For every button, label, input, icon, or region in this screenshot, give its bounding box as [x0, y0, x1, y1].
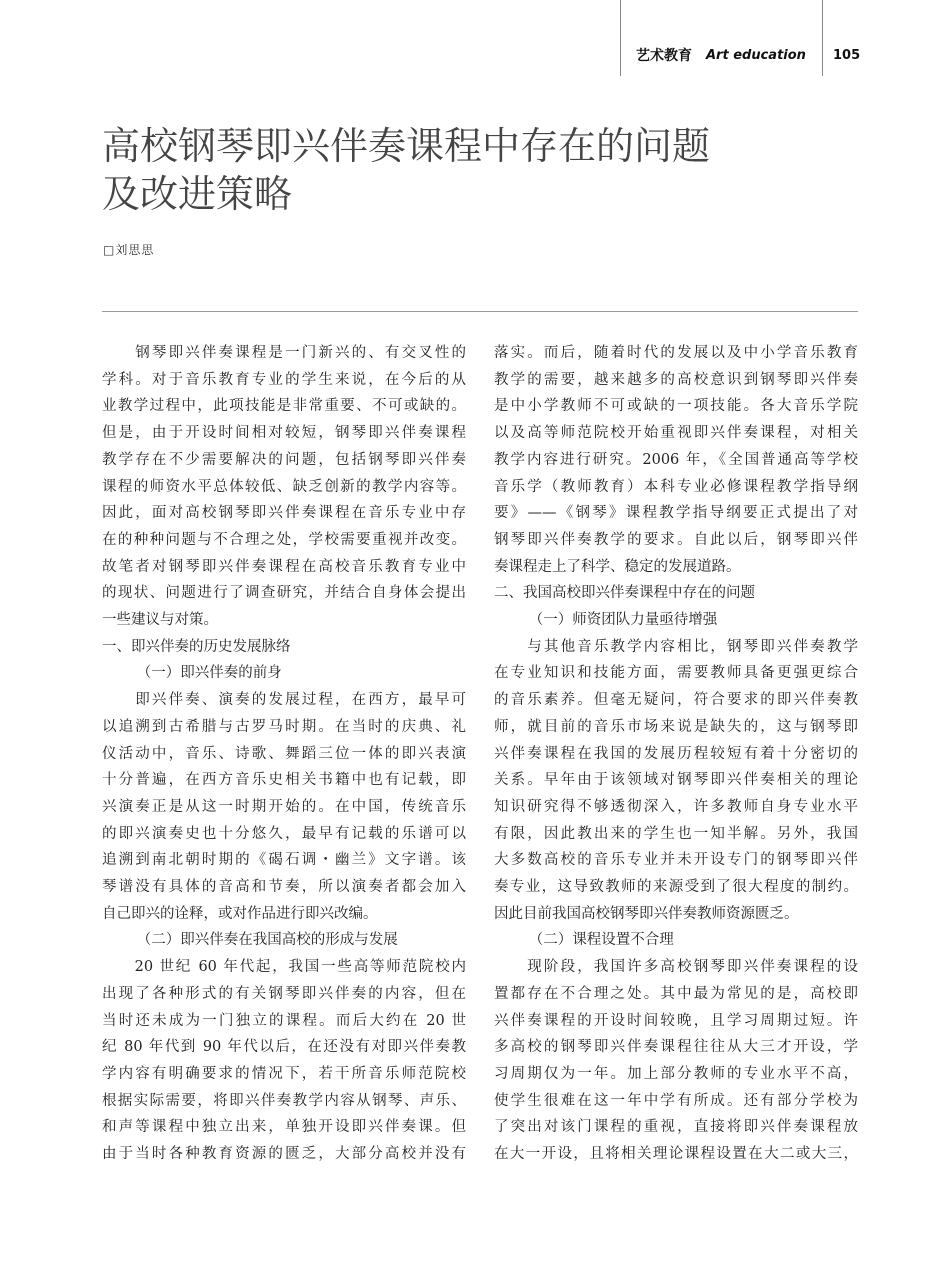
title-line-1: 高校钢琴即兴伴奏课程中存在的问题 — [102, 124, 711, 168]
text-line: 多高校的钢琴即兴伴奏课程往往从大三才开设，学 — [494, 1039, 858, 1056]
text-line: 纪 80 年代到 90 年代以后，在还没有对即兴伴奏教 — [102, 1039, 466, 1056]
subsection-heading: （二）即兴伴奏在我国高校的形成与发展 — [136, 932, 398, 949]
text-line: 奏专业，这导致教师的来源受到了很大程度的制约。 — [494, 879, 858, 896]
text-line: 与其他音乐教学内容相比，钢琴即兴伴奏教学 — [494, 638, 858, 655]
text-line: 故笔者对钢琴即兴伴奏课程在高校音乐教育专业中 — [102, 558, 466, 575]
text-line: 在的种种问题与不合理之处，学校需要重视并改变。 — [102, 531, 466, 548]
text-line: 仪活动中，音乐、诗歌、舞蹈三位一体的即兴表演 — [102, 745, 466, 762]
text-line: 以追溯到古希腊与古罗马时期。在当时的庆典、礼 — [102, 718, 466, 735]
subsection-heading: （一）师资团队力量亟待增强 — [528, 612, 718, 629]
text-line: 由于当时各种教育资源的匮乏，大部分高校并没有 — [102, 1146, 466, 1163]
text-line: 教学内容进行研究。2006 年，《全国普通高等学校 — [494, 451, 858, 468]
text-line: 习周期仅为一年。加上部分教师的专业水平不高， — [494, 1065, 858, 1082]
text-line: 钢琴即兴伴奏课程是一门新兴的、有交叉性的 — [102, 345, 466, 361]
text-line: 学科。对于音乐教育专业的学生来说，在今后的从 — [102, 371, 466, 388]
text-line: 落实。而后，随着时代的发展以及中小学音乐教育 — [494, 345, 858, 361]
text-line: 使学生很难在这一年中学有所成。还有部分学校为 — [494, 1092, 858, 1109]
text-line: 教学的需要，越来越多的高校意识到钢琴即兴伴奏 — [494, 371, 858, 388]
text-line: 和声等课程中独立出来，单独开设即兴伴奏课。但 — [102, 1119, 466, 1136]
text-line: 兴伴奏课程在我国的发展历程较短有着十分密切的 — [494, 745, 858, 762]
text-line: 师，就目前的音乐市场来说是缺失的，这与钢琴即 — [494, 718, 858, 735]
title-separator-rule — [102, 311, 858, 312]
running-header — [636, 44, 861, 66]
text-line: 关系。早年由于该领域对钢琴即兴伴奏相关的理论 — [494, 772, 858, 789]
subsection-heading: （二）课程设置不合理 — [528, 932, 674, 949]
text-line: 了突出对该门课程的重视，直接将即兴伴奏课程放 — [494, 1119, 858, 1136]
text-line: 有限，因此教出来的学生也一知半解。另外，我国 — [494, 825, 858, 842]
text-line: 是中小学教师不可或缺的一项技能。各大音乐学院 — [494, 398, 858, 415]
page-number: 105 — [833, 47, 861, 63]
text-line: 奏课程走上了科学、稳定的发展道路。 — [494, 558, 741, 575]
subsection-heading: （一）即兴伴奏的前身 — [136, 665, 282, 682]
title-line-2: 及改进策略 — [102, 172, 293, 216]
text-line: 钢琴即兴伴奏教学的要求。自此以后，钢琴即兴伴 — [494, 531, 858, 548]
text-line: 的音乐素养。但毫无疑问，符合要求的即兴伴奏教 — [494, 692, 858, 709]
text-line: 音乐学（教师教育）本科专业必修课程教学指导纲 — [494, 478, 858, 495]
text-line: 因此，面对高校钢琴即兴伴奏课程在音乐专业中存 — [102, 505, 466, 522]
text-line: 兴演奏正是从这一时期开始的。在中国，传统音乐 — [102, 798, 466, 815]
article-title — [102, 122, 862, 218]
text-line: 教学存在不少需要解决的问题，包括钢琴即兴伴奏 — [102, 451, 466, 468]
text-line: 十分普遍，在西方音乐史相关书籍中也有记载，即 — [102, 772, 466, 789]
text-line: 20 世纪 60 年代起，我国一些高等师范院校内 — [102, 959, 466, 976]
text-line: 现阶段，我国许多高校钢琴即兴伴奏课程的设 — [494, 959, 858, 976]
section-heading: 二、我国高校即兴伴奏课程中存在的问题 — [494, 585, 755, 602]
text-line: 自己即兴的诠释，或对作品进行即兴改编。 — [102, 905, 378, 922]
text-line: 出现了各种形式的有关钢琴即兴伴奏的内容，但在 — [102, 985, 466, 1002]
text-line: 的即兴演奏史也十分悠久，最早有记载的乐谱可以 — [102, 825, 466, 842]
text-line: 业教学过程中，此项技能是非常重要、不可或缺的。 — [102, 398, 466, 415]
text-line: 琴谱没有具体的音高和节奏，所以演奏者都会加入 — [102, 879, 466, 896]
text-line: 课程的师资水平总体较低、缺乏创新的教学内容等。 — [102, 478, 466, 495]
text-line: 要》——《钢琴》课程教学指导纲要正式提出了对 — [494, 505, 858, 522]
text-line: 知识研究得不够透彻深入，许多教师自身专业水平 — [494, 798, 858, 815]
text-line: 当时还未成为一门独立的课程。而后大约在 20 世 — [102, 1012, 466, 1029]
text-line: 在大一开设，且将相关理论课程设置在大二或大三， — [494, 1146, 858, 1163]
section-name-english: Art education — [706, 47, 806, 63]
text-line: 大多数高校的音乐专业并未开设专门的钢琴即兴伴 — [494, 852, 858, 869]
text-line: 以及高等师范院校开始重视即兴伴奏课程，对相关 — [494, 425, 858, 442]
text-line: 一些建议与对策。 — [102, 612, 218, 629]
text-line: 因此目前我国高校钢琴即兴伴奏教师资源匮乏。 — [494, 905, 799, 922]
right-column — [494, 340, 858, 1168]
header-divider-left — [620, 0, 621, 76]
text-line: 在专业知识和技能方面，需要教师具备更强更综合 — [494, 665, 858, 682]
author-byline: □刘思思 — [103, 243, 155, 257]
text-line: 但是，由于开设时间相对较短，钢琴即兴伴奏课程 — [102, 425, 466, 442]
text-line: 的现状、问题进行了调查研究，并结合自身体会提出 — [102, 585, 466, 602]
text-line: 追溯到南北朝时期的《碣石调・幽兰》文字谱。该 — [102, 852, 466, 869]
section-name-chinese: 艺术教育 — [636, 48, 692, 64]
header-divider-right — [822, 0, 823, 76]
text-line: 根据实际需要，将即兴伴奏教学内容从钢琴、声乐、 — [102, 1092, 466, 1109]
text-line: 兴伴奏课程的开设时间较晚，且学习周期过短。许 — [494, 1012, 858, 1029]
text-line: 学内容有明确要求的情况下，若干所音乐师范院校 — [102, 1065, 466, 1082]
text-line: 置都存在不合理之处。其中最为常见的是，高校即 — [494, 985, 858, 1002]
left-column — [102, 340, 466, 1168]
text-line: 即兴伴奏、演奏的发展过程，在西方，最早可 — [102, 692, 466, 709]
section-heading: 一、即兴伴奏的历史发展脉络 — [102, 638, 291, 655]
